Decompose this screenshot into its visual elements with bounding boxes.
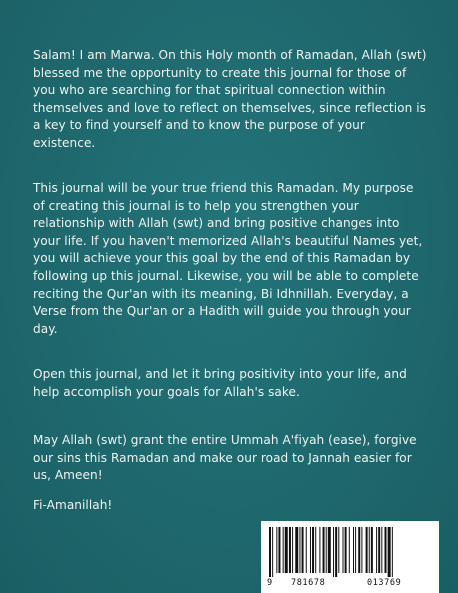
purpose-paragraph: This journal will be your true friend this Ramadan. My purpose of creating this journal is to help you strengthen your relationship with Allah (swt) and bring positive changes into your life. If you haven't memorized Allah's beautiful Names yet, you will achieve your this goal by the end of this Ramadan by following up this journal. Likewise, you will be able to complete reciting the Qur'an with its meaning, Bi Idhnillah. Everyday, a Verse from the Qur'an or a Hadith will guide you through your day. [33, 181, 423, 336]
barcode-bar [283, 527, 284, 573]
barcode-left-group: 781678 [291, 578, 326, 588]
isbn-barcode [261, 521, 439, 593]
barcode-bar [315, 527, 316, 573]
barcode-bar [302, 527, 304, 573]
barcode-bar [355, 527, 356, 573]
barcode-bar [306, 527, 307, 573]
barcode-bar [343, 527, 344, 573]
barcode-bar [345, 527, 347, 573]
barcode-bar [392, 527, 393, 577]
barcode-bar [376, 527, 377, 573]
barcode-bar [295, 527, 298, 573]
barcode-bar [381, 527, 382, 573]
barcode-bar [278, 527, 280, 573]
barcode-bar [276, 527, 277, 573]
prayer-paragraph: May Allah (swt) grant the entire Ummah A'fiyah (ease), forgive our sins this Ramadan and make our road to Jannah easier for us, Ameen! [33, 433, 417, 483]
barcode-bar [289, 527, 291, 573]
barcode-bar [285, 527, 288, 573]
barcode-bar [292, 527, 293, 573]
barcode-bar [361, 527, 362, 573]
barcode-bar [272, 527, 273, 577]
barcode-bar [319, 527, 320, 573]
barcode-bar [338, 527, 339, 573]
barcode-bar [323, 527, 325, 573]
barcode-bar [358, 527, 360, 573]
barcode-bar [371, 527, 373, 573]
barcode-bar [326, 527, 327, 573]
barcode-bar [388, 527, 391, 577]
barcode-bar [299, 527, 300, 573]
intro-paragraph: Salam! I am Marwa. On this Holy month of Ramadan, Allah (swt) blessed me the opportunity to create this journal for those of you who are searching for that spiritual connection within themselves and love to reflect on themselves, since reflection is a key to find yourself and to know the purpose of your existence. [33, 48, 427, 150]
closing-line: Fi-Amanillah! [33, 498, 113, 512]
barcode-bar [269, 527, 271, 577]
barcode-bar [353, 527, 354, 573]
barcode-bar [312, 527, 314, 573]
barcode-right-group: 013769 [367, 578, 402, 588]
barcode-bar [378, 527, 380, 573]
barcode-bar [328, 527, 331, 573]
barcode-bar [333, 527, 334, 577]
invitation-paragraph: Open this journal, and let it bring positivity into your life, and help accomplish your goals for Allah's sake. [33, 367, 407, 399]
barcode-first-digit: 9 [267, 578, 273, 588]
barcode-bar [349, 527, 350, 573]
barcode-bars [267, 527, 433, 577]
barcode-bar [335, 527, 337, 577]
barcode-bar [369, 527, 370, 573]
barcode-bar [385, 527, 387, 573]
barcode-bar [366, 527, 368, 573]
barcode-bar [310, 527, 311, 573]
